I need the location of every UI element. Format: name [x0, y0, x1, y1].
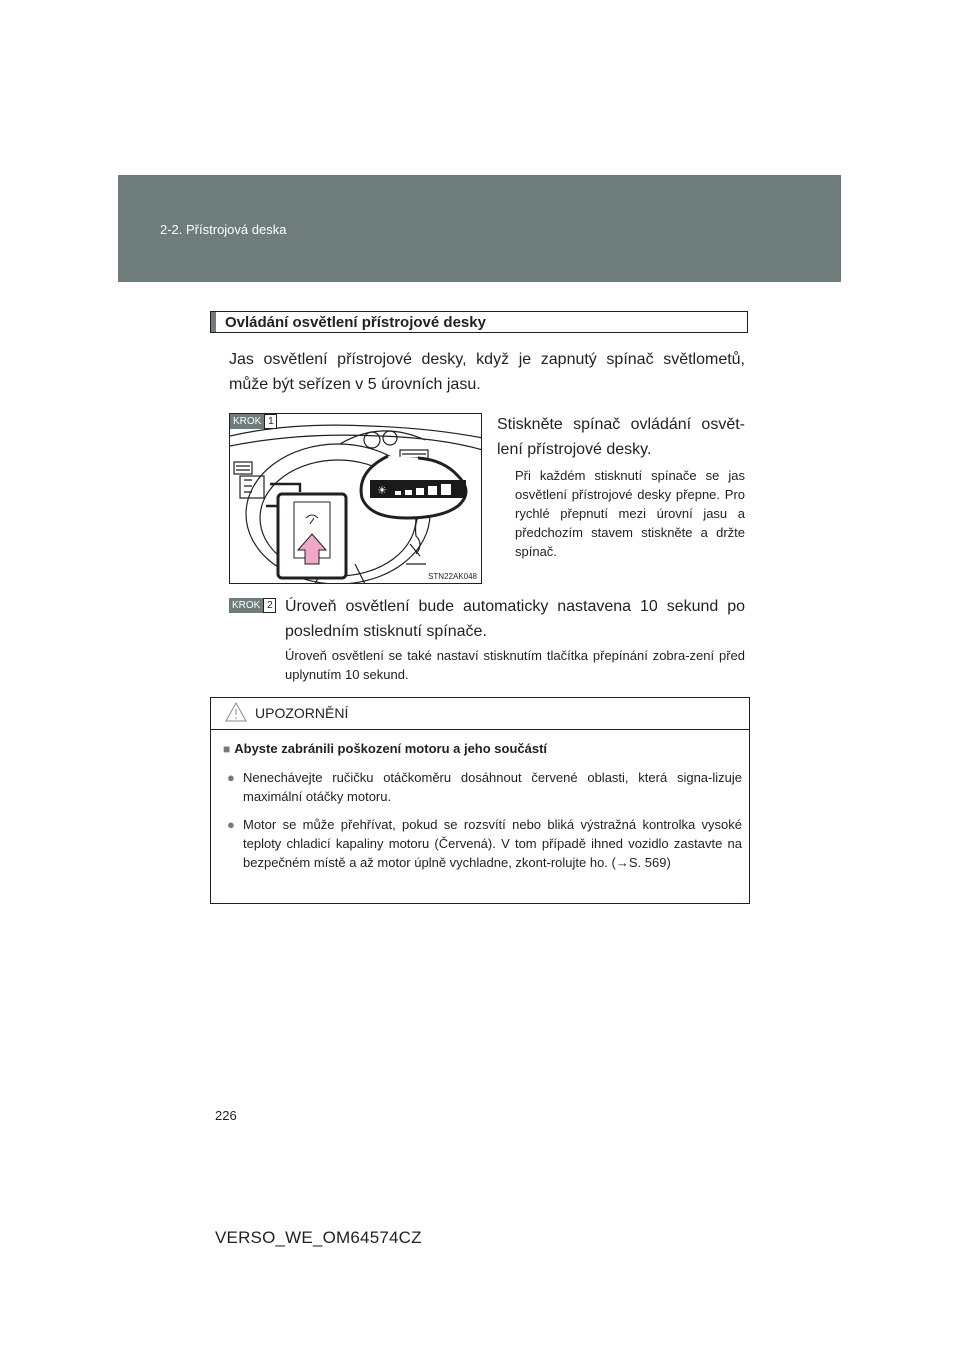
caution-box — [210, 697, 750, 904]
page-number: 226 — [215, 1108, 237, 1123]
document-code: VERSO_WE_OM64574CZ — [215, 1228, 422, 1247]
caution-title-text: Abyste zabránili poškození motoru a jeho součástí — [234, 741, 548, 756]
step-2-badge — [229, 598, 276, 613]
step-2-number: 2 — [263, 598, 276, 613]
step-2-text: Úroveň osvětlení bude automaticky nastavena 10 sekund po posledním stisknutí spínače. — [285, 598, 745, 640]
caution-bullet-text: Nenechávejte ručičku otáčkoměru dosáhnout červené oblasti, která signa-lizuje maximální otáčky motoru. — [243, 770, 742, 804]
intro-paragraph: Jas osvětlení přístrojové desky, když je zapnutý spínač světlometů, může být seřízen v 5 úrovních jasu. — [229, 351, 745, 393]
caution-bullet — [227, 768, 742, 806]
caution-bullet-text: Motor se může přehřívat, pokud se rozsvítí nebo bliká výstražná kontrolka vysoké teploty chladicí kapaliny motoru (Červená). V tom případě ihned vozidlo zastavte na bezpečném místě a až motor úplně vychladne, zkont-rolujte ho. (→S. 569) — [243, 817, 742, 870]
step-2-note: Úroveň osvětlení se také nastaví stisknutím tlačítka přepínání zobra-zení před uplynutím 10 sekund. — [285, 648, 745, 682]
caution-bullet — [227, 815, 742, 872]
bullet-dot-icon: ● — [227, 770, 235, 785]
svg-text:☀: ☀ — [377, 484, 387, 497]
step-1-number: 1 — [264, 414, 277, 429]
figure-code: STN22AK048 — [428, 572, 477, 581]
step-1-text: Stiskněte spínač ovládání osvět-lení přístrojové desky. — [497, 416, 745, 458]
section-heading — [210, 311, 748, 333]
bullet-dot-icon: ● — [227, 817, 235, 832]
square-bullet-icon: ■ — [223, 742, 231, 756]
caution-title — [223, 741, 547, 756]
step-1-label: KROK — [230, 414, 264, 429]
dashboard-illustration — [229, 413, 482, 584]
brightness-control-illustration-icon — [230, 414, 482, 584]
step-1-note: Při každém stisknutí spínače se jas osvětlení přístrojové desky přepne. Pro rychlé přepnutí mezi úrovní jasu a předchozím stavem stiskněte a držte spínač. — [515, 468, 745, 559]
header-band — [118, 175, 841, 282]
step-1-badge — [230, 414, 277, 429]
section-breadcrumb: 2-2. Přístrojová deska — [160, 222, 287, 237]
caution-header — [211, 698, 749, 730]
step-2-label: KROK — [229, 598, 263, 613]
heading-accent-bar — [211, 312, 216, 332]
heading-text: Ovládání osvětlení přístrojové desky — [225, 314, 486, 331]
warning-triangle-icon — [225, 702, 247, 722]
caution-label: UPOZORNĚNÍ — [255, 705, 349, 721]
